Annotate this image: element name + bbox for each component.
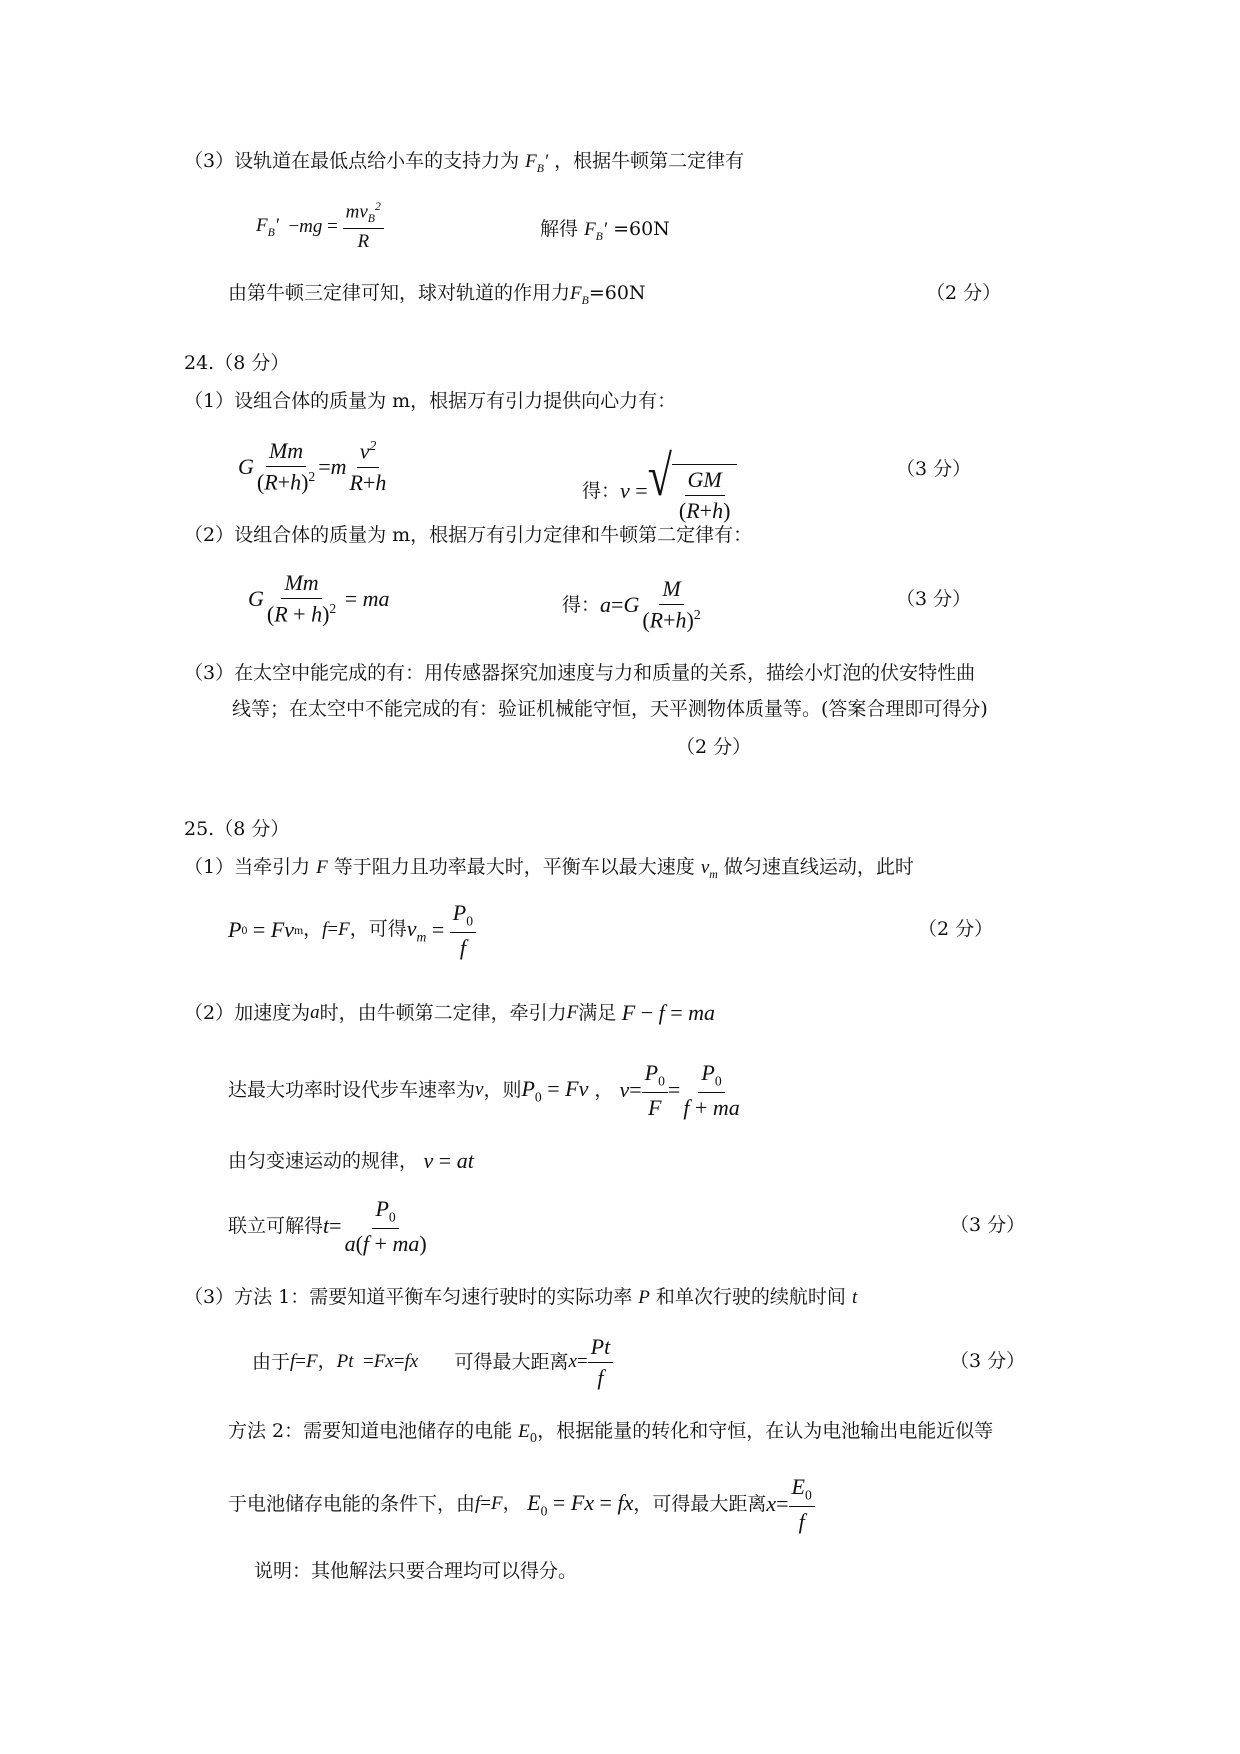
q25-part1-score: （2 分） bbox=[918, 918, 994, 940]
q24-heading: 24.（8 分） bbox=[184, 352, 290, 374]
q25-part2-score: （3 分） bbox=[950, 1214, 1026, 1236]
q25-part2-line4: 联立可解得 t = $\frac{P_0}{a(f + ma)}$ bbox=[228, 1196, 427, 1256]
q25-heading: 25.（8 分） bbox=[184, 818, 290, 840]
q25-method2-line2: 于电池储存电能的条件下，由 f=F， $E_0 = Fx$ = fx ，可得最大距离 x = $\frac{E_0}{f}$ bbox=[228, 1474, 815, 1535]
q23-solve: 解得 $F_B' =60N$ bbox=[540, 218, 670, 243]
q25-part3-line2: 由于 f=F，Pt =Fx=fx 可得最大距离 x = $\frac{Pt}{f}$ bbox=[252, 1334, 613, 1392]
q25-method2-line1: 方法 2：需要知道电池储存的电能 $E_0$，根据能量的转化和守恒，在认为电池输出电能近似等 bbox=[228, 1420, 994, 1445]
q24-part2-score: （3 分） bbox=[896, 588, 972, 610]
q25-part3-line1: （3）方法 1：需要知道平衡车匀速行驶时的实际功率 P 和单次行驶的续航时间 t bbox=[184, 1286, 858, 1308]
q24-part1-equation: G $\frac{Mm}{(R+h)^2}$ = m $\frac{v^2}{R+h}$ bbox=[238, 438, 387, 495]
q24-part2-result: 得： a = G $\frac{M}{(R+h)^2}$ bbox=[562, 576, 701, 633]
q23-line3: 由第牛顿三定律可知，球对轨道的作用力$F_B=60N$ bbox=[228, 282, 646, 307]
q25-part3-score: （3 分） bbox=[950, 1350, 1026, 1372]
var-fb-prime: $F_B'$ bbox=[525, 151, 549, 175]
q24-part1-result: 得： v = √ $\frac{GM}{(R+h)}$ bbox=[582, 458, 737, 525]
q24-part2-text: （2）设组合体的质量为 m，根据万有引力定律和牛顿第二定律有： bbox=[184, 524, 753, 546]
q24-part3-line2: 线等；在太空中不能完成的有：验证机械能守恒，天平测物体质量等。(答案合理即可得分) bbox=[232, 698, 988, 720]
q25-note: 说明：其他解法只要合理均可以得分。 bbox=[254, 1560, 578, 1582]
q24-part3-line1: （3）在太空中能完成的有：用传感器探究加速度与力和质量的关系，描绘小灯泡的伏安特性曲 bbox=[184, 662, 976, 684]
q24-part1-score: （3 分） bbox=[896, 458, 972, 480]
q25-part1-equation: P 0 = Fv m ， f = F ，可得 $v_m$ = $\frac{P_0}{f}$ bbox=[228, 900, 476, 961]
q24-part2-equation: G $\frac{Mm}{(R + h)^2}$ = ma bbox=[248, 570, 390, 627]
q23-equation: $F_B'$ − mg = $\frac{mv_B^2}{R}$ bbox=[256, 200, 384, 254]
q25-part2-line1: （2）加速度为 a 时，由牛顿第二定律，牵引力 F 满足 F − f = ma bbox=[184, 1000, 716, 1025]
q23-part3-line1: （3）设轨道在最低点给小车的支持力为 $F_B'$ ，根据牛顿第二定律有 bbox=[184, 150, 745, 175]
q25-part2-line2: 达最大功率时设代步车速率为 v ，则 $P_0 = Fv$ ， v = $\frac{P_0}{F}$ = $\frac{P_0}{f + ma}$ bbox=[228, 1060, 740, 1120]
q23-score: （2 分） bbox=[926, 282, 1002, 304]
q25-part1-text: （1）当牵引力 F 等于阻力且功率最大时，平衡车以最大速度 $v_m$ 做匀速直线运动，此时 bbox=[184, 856, 914, 881]
q24-part1-text: （1）设组合体的质量为 m，根据万有引力提供向心力有： bbox=[184, 390, 677, 412]
q25-part2-line3: 由匀变速运动的规律， v = at bbox=[228, 1148, 474, 1173]
q24-part3-score: （2 分） bbox=[676, 736, 752, 758]
